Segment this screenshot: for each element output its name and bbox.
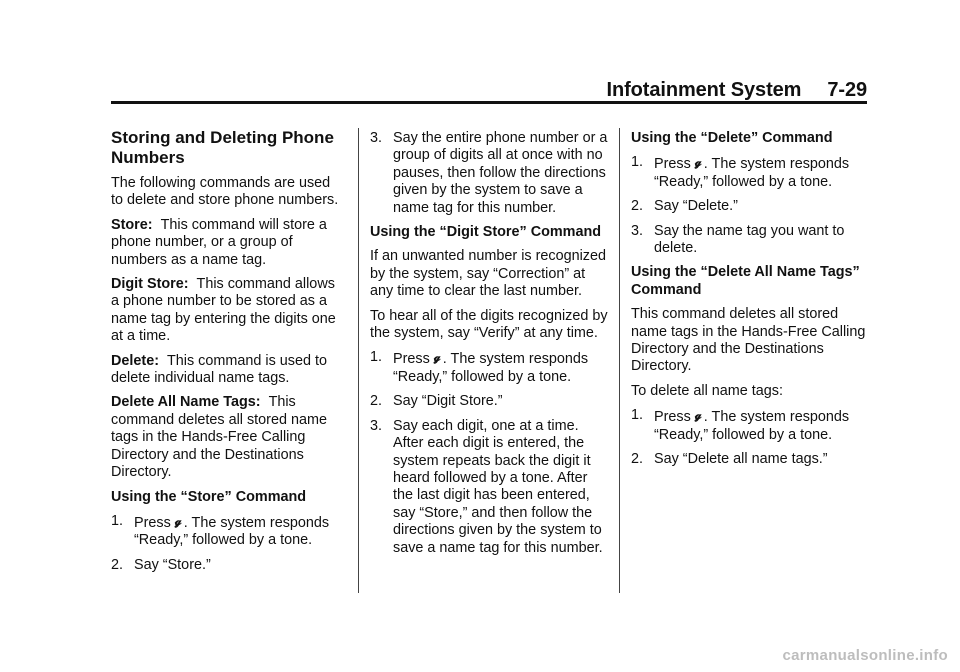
phone-icon: 𝓰 (174, 513, 182, 528)
paragraph: This command deletes all stored name tags in the Hands-Free Calling Directory and the Destinations Directory. (631, 306, 866, 375)
step-text: Say the entire phone number or a group of digits all at once with no pauses, then follow the directions given by the system to save a name tag for this number. (393, 130, 608, 216)
step-item (631, 407, 867, 444)
step-number: 1. (631, 407, 644, 424)
subheading: Using the “Delete” Command (631, 130, 833, 146)
paragraph: To delete all name tags: (631, 382, 783, 399)
section-heading: Storing and Deleting Phone Numbers (111, 128, 334, 167)
definition-text: This command will store a phone number, or a group of numbers as a name tag. (111, 216, 327, 268)
definition (111, 353, 343, 388)
step-item (631, 223, 867, 258)
step-item (631, 154, 867, 191)
step-number: 1. (370, 349, 383, 366)
phone-icon: 𝓰 (694, 155, 702, 170)
step-text: Press (393, 351, 430, 368)
definition (111, 276, 343, 346)
phone-icon: 𝓰 (694, 408, 702, 423)
step-item (370, 130, 610, 217)
step-item (111, 513, 343, 550)
page-number: 7-29 (827, 79, 867, 101)
step-number: 3. (370, 417, 383, 434)
step-text: Say each digit, one at a time. After each digit is entered, the system repeats back the digit it heard followed by a tone. After the last digit has been entered, say “Store,” and then follow the directions given by the system to save a name tag for this number. (393, 417, 603, 556)
step-item (370, 349, 610, 386)
definition-term: Store: (111, 216, 153, 233)
step-text: . The system responds “Ready,” followed by a tone. (134, 514, 330, 549)
step-number: 2. (111, 556, 124, 573)
paragraph: To hear all of the digits recognized by the system, say “Verify” at any time. (370, 307, 608, 342)
step-number: 2. (631, 198, 644, 215)
definition-text: This command is used to delete individual name tags. (111, 352, 327, 387)
step-item (370, 393, 610, 410)
phone-icon: 𝓰 (433, 350, 441, 365)
header-rule (111, 101, 867, 104)
step-number: 1. (111, 512, 124, 529)
step-text: Press (134, 514, 171, 531)
column-2 (370, 130, 610, 564)
step-text: Say the name tag you want to delete. (654, 222, 845, 257)
definition (111, 217, 343, 269)
step-number: 2. (370, 393, 383, 410)
step-text: Say “Delete all name tags.” (654, 451, 828, 468)
step-text: Say “Digit Store.” (393, 393, 503, 410)
definition-term: Delete: (111, 352, 159, 369)
definition-term: Delete All Name Tags: (111, 394, 261, 411)
subheading: Using the “Delete All Name Tags” Command (631, 264, 860, 298)
step-number: 2. (631, 451, 644, 468)
column-divider (619, 128, 620, 593)
page-header (111, 79, 867, 103)
subheading: Using the “Store” Command (111, 488, 307, 505)
watermark: carmanualsonline.info (782, 647, 948, 664)
step-number: 1. (631, 154, 644, 171)
definition (111, 394, 343, 481)
column-1 (111, 128, 343, 581)
step-item (631, 198, 867, 215)
step-text: Press (654, 156, 691, 173)
step-item (631, 451, 867, 468)
column-3 (631, 130, 867, 476)
step-text: . The system responds “Ready,” followed by a tone. (393, 351, 589, 385)
step-number: 3. (631, 222, 644, 239)
step-text: Press (654, 409, 691, 426)
step-text: . The system responds “Ready,” followed by a tone. (654, 409, 850, 443)
step-text: Say “Store.” (134, 556, 211, 573)
definition-text: This command allows a phone number to be stored as a name tag by entering the digits one at a time. (111, 276, 336, 345)
section-title: Infotainment System (606, 79, 802, 101)
column-divider (358, 128, 359, 593)
definition-term: Digit Store: (111, 276, 189, 293)
step-number: 3. (370, 130, 383, 146)
step-text: . The system responds “Ready,” followed by a tone. (654, 156, 850, 190)
step-item (111, 557, 343, 574)
subheading: Using the “Digit Store” Command (370, 224, 602, 241)
step-item (370, 418, 610, 557)
definition-text: This command deletes all stored name tags in the Hands-Free Calling Directory and the Destinations Directory. (111, 394, 327, 481)
intro-paragraph: The following commands are used to delete and store phone numbers. (111, 175, 339, 209)
step-text: Say “Delete.” (654, 198, 738, 215)
paragraph: If an unwanted number is recognized by the system, say “Correction” at any time to clear the last number. (370, 248, 606, 300)
